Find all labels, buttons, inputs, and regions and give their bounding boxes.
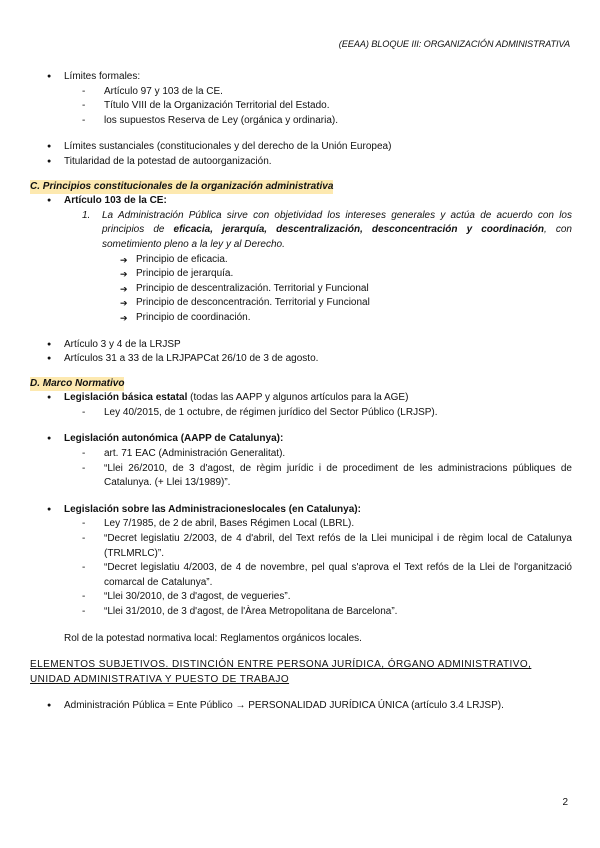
estatal-item: - Ley 40/2015, de 1 octubre, de régimen jurídico del Sector Público (LRJSP). bbox=[30, 406, 572, 421]
elementos-list bbox=[30, 699, 572, 714]
bullet-limites-formales: ● Límites formales: bbox=[30, 70, 572, 85]
limits-list bbox=[30, 70, 572, 128]
quote-principles-bold: eficacia, jerarquía, descentralización, desconcentración y coordinación bbox=[173, 224, 545, 236]
principle-item: ➔ Principio de desconcentración. Territorial y Funcional bbox=[30, 296, 572, 311]
section-d-heading: D. Marco Normativo bbox=[30, 377, 572, 392]
autonomica-item: - “Llei 26/2010, de 3 d'agost, de règim jurídic i de procediment de les administracions públiques de Catalunya. (+ Llei 13/1989)”. bbox=[30, 462, 572, 491]
principle-item: ➔ Principio de jerarquía. bbox=[30, 267, 572, 282]
elementos-heading: ELEMENTOS SUBJETIVOS. DISTINCIÓN ENTRE PERSONA JURÍDICA, ÓRGANO ADMINISTRATIVO, UNIDAD ADMINISTRATIVA Y PUESTO DE TRABAJO bbox=[30, 659, 532, 685]
section-d-autonomica bbox=[30, 432, 572, 490]
quote-text-2: , con sometimiento pleno a la ley y al Derecho. bbox=[102, 224, 572, 250]
autonomica-item: - art. 71 EAC (Administración Generalitat). bbox=[30, 447, 572, 462]
legislacion-estatal bbox=[30, 391, 572, 406]
article-103-label: ● Artículo 103 de la CE: bbox=[30, 194, 572, 209]
bullet-item: ● Administración Pública = Ente Público → PERSONALIDAD JURÍDICA ÚNICA (artículo 3.4 LRJSP). bbox=[30, 699, 572, 714]
estatal-detail: (todas las AAPP y algunos artículos para la AGE) bbox=[187, 392, 409, 404]
section-d-local bbox=[30, 503, 572, 620]
local-item: - “Llei 31/2010, de 3 d'agost, de l'Àrea Metropolitana de Barcelona”. bbox=[30, 605, 572, 620]
legislacion-local: ● Legislación sobre las Administracioneslocales (en Catalunya): bbox=[30, 503, 572, 518]
section-d-estatal bbox=[30, 391, 572, 420]
principle-item: ➔ Principio de descentralización. Territorial y Funcional bbox=[30, 282, 572, 297]
quote-number: 1. bbox=[82, 209, 91, 221]
document-body bbox=[30, 70, 572, 714]
formales-item: - los supuestos Reserva de Ley (orgánica y ordinaria). bbox=[30, 114, 572, 129]
section-c-list bbox=[30, 194, 572, 325]
formales-item: - Artículo 97 y 103 de la CE. bbox=[30, 85, 572, 100]
formales-item: - Título VIII de la Organización Territorial del Estado. bbox=[30, 99, 572, 114]
principle-item: ➔ Principio de coordinación. bbox=[30, 311, 572, 326]
page-header: (EEAA) BLOQUE III: ORGANIZACIÓN ADMINISTRATIVA bbox=[338, 39, 570, 49]
local-item: - Ley 7/1985, de 2 de abril, Bases Régimen Local (LBRL). bbox=[30, 517, 572, 532]
local-item: - “Llei 30/2010, de 3 d'agost, de vegueries”. bbox=[30, 590, 572, 605]
quote-text-1: La Administración Pública sirve con objetividad los intereses generales y actúa de acuerdo con los principios de bbox=[102, 209, 572, 236]
principle-item: ➔ Principio de eficacia. bbox=[30, 253, 572, 268]
bullet-item: ● Límites sustanciales (constitucionales y del derecho de la Unión Europea) bbox=[30, 140, 572, 155]
intro-bullets bbox=[30, 140, 572, 169]
article-103-quote bbox=[30, 209, 572, 253]
legislacion-autonomica: ● Legislación autonómica (AAPP de Catalunya): bbox=[30, 432, 572, 447]
section-c-heading: C. Principios constitucionales de la organización administrativa bbox=[30, 180, 572, 195]
section-c-bullets bbox=[30, 338, 572, 367]
rol-potestad-text: Rol de la potestad normativa local: Reglamentos orgánicos locales. bbox=[64, 632, 362, 644]
bullet-item: ● Titularidad de la potestad de autoorganización. bbox=[30, 155, 572, 170]
bullet-item: ● Artículos 31 a 33 de la LRJPAPCat 26/10 de 3 de agosto. bbox=[30, 352, 572, 367]
page-number: 2 bbox=[562, 797, 568, 808]
bullet-item: ● Artículo 3 y 4 de la LRJSP bbox=[30, 338, 572, 353]
local-item: - “Decret legislatiu 2/2003, de 4 d'abril, del Text refós de la Llei municipal i de règim local de Catalunya (TRLMRLC)”. bbox=[30, 532, 572, 561]
local-item: - “Decret legislatiu 4/2003, de 4 de novembre, pel qual s'aprova el Text refós de la Llei de l'organització comarcal de Catalunya”. bbox=[30, 561, 572, 590]
estatal-label: Legislación básica estatal bbox=[64, 392, 188, 404]
